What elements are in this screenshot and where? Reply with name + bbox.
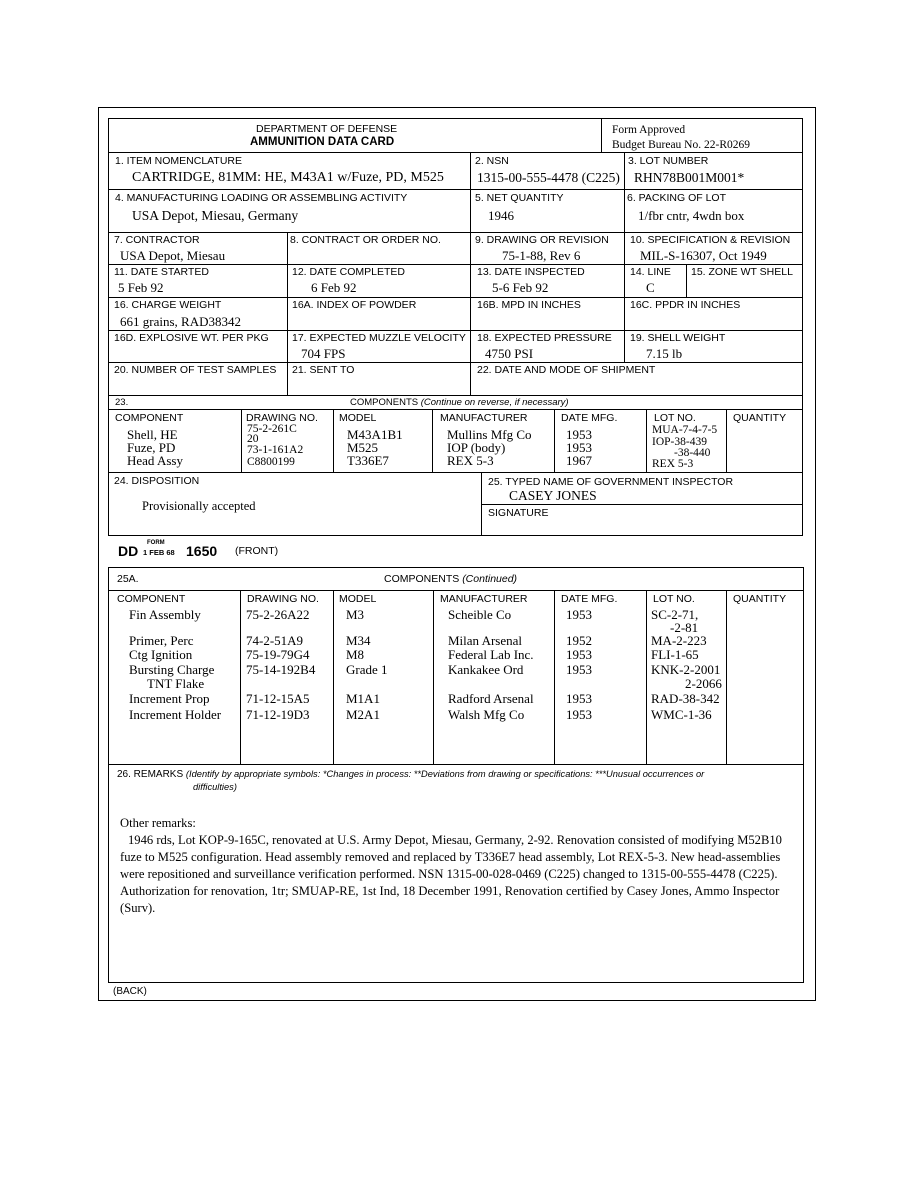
back-row-date: 1952	[566, 633, 592, 648]
label-line: 14. LINE	[630, 266, 671, 278]
back-row-lot: 2-2066	[685, 676, 722, 691]
form-id-date: 1 FEB 68	[143, 548, 175, 557]
date-started: 5 Feb 92	[118, 280, 164, 295]
components-header-quantity: QUANTITY	[733, 412, 787, 424]
back-row-component: Bursting Charge	[129, 662, 215, 677]
manufacturing-activity: USA Depot, Miesau, Germany	[132, 208, 299, 223]
label-contractor: 7. CONTRACTOR	[114, 234, 200, 246]
line: C	[646, 280, 655, 295]
components-header-date: DATE MFG.	[561, 412, 618, 424]
model-3: T336E7	[347, 453, 389, 468]
label-zone-wt-shell: 15. ZONE WT SHELL	[691, 266, 793, 278]
label-explosive-wt: 16D. EXPLOSIVE WT. PER PKG	[114, 332, 269, 344]
lot-1: MUA-7-4-7-5	[652, 424, 718, 436]
label-item-nomenclature: 1. ITEM NOMENCLATURE	[115, 155, 242, 167]
remarks-label-line	[117, 768, 704, 781]
remarks-heading: Other remarks:	[120, 816, 196, 830]
shell-weight: 7.15 lb	[646, 346, 683, 361]
manufacturer-3: REX 5-3	[447, 453, 494, 468]
date-mfg-3: 1967	[566, 453, 592, 468]
lot-number: RHN78B001M001*	[634, 170, 745, 185]
label-shipment: 22. DATE AND MODE OF SHIPMENT	[477, 364, 656, 376]
drawing-1b: 20	[247, 433, 259, 445]
manufacturer-1: Mullins Mfg Co	[447, 427, 532, 442]
department-name: DEPARTMENT OF DEFENSE	[256, 123, 398, 135]
form-approved: Form Approved	[612, 124, 686, 136]
back-row-component: Increment Prop	[129, 691, 210, 706]
back-row-manufacturer: Walsh Mfg Co	[448, 707, 525, 722]
back-label: (BACK)	[113, 986, 147, 997]
back-header-date: DATE MFG.	[561, 593, 618, 605]
components-title: COMPONENTS (Continue on reverse, if necessary)	[350, 397, 569, 408]
label-disposition: 24. DISPOSITION	[114, 475, 200, 487]
back-row-date: 1953	[566, 691, 592, 706]
back-row-lot: -2-81	[670, 620, 699, 635]
remarks-label: 26. REMARKS	[117, 769, 184, 780]
back-row-drawing: 75-19-79G4	[246, 647, 310, 662]
drawing-3: C8800199	[247, 456, 295, 468]
packing-of-lot: 1/fbr cntr, 4wdn box	[638, 208, 745, 223]
expected-pressure: 4750 PSI	[485, 346, 534, 361]
model-1: M43A1B1	[347, 427, 403, 442]
label-index-of-powder: 16A. INDEX OF POWDER	[292, 299, 417, 311]
specification-revision: MIL-S-16307, Oct 1949	[640, 248, 767, 263]
back-header-drawing: DRAWING NO.	[247, 593, 319, 605]
components-header-component: COMPONENT	[115, 412, 184, 424]
item-nomenclature: CARTRIDGE, 81MM: HE, M43A1 w/Fuze, PD, M525	[132, 170, 444, 185]
date-completed: 6 Feb 92	[311, 280, 357, 295]
component-1: Shell, HE	[127, 427, 178, 442]
label-date-started: 11. DATE STARTED	[114, 266, 209, 278]
model-2: M525	[347, 440, 379, 455]
back-row-drawing: 71-12-15A5	[246, 691, 310, 706]
label-drawing-revision: 9. DRAWING OR REVISION	[475, 234, 609, 246]
back-row-drawing: 75-2-26A22	[246, 607, 310, 622]
label-date-completed: 12. DATE COMPLETED	[292, 266, 405, 278]
back-row-lot: RAD-38-342	[651, 691, 720, 706]
label-nsn: 2. NSN	[475, 155, 509, 167]
drawing-revision: 75-1-88, Rev 6	[502, 248, 581, 263]
back-row-lot: KNK-2-2001	[651, 662, 721, 677]
back-header-quantity: QUANTITY	[733, 593, 787, 605]
back-row-drawing: 71-12-19D3	[246, 707, 310, 722]
date-mfg-2: 1953	[566, 440, 592, 455]
back-row-component: Primer, Perc	[129, 633, 194, 648]
components-header-drawing: DRAWING NO.	[246, 412, 318, 424]
back-header-lot: LOT NO.	[653, 593, 695, 605]
form-id	[118, 540, 318, 562]
back-row-date: 1953	[566, 607, 592, 622]
date-mfg-1: 1953	[566, 427, 592, 442]
budget-bureau: Budget Bureau No. 22-R0269	[612, 139, 750, 151]
back-row-model: M8	[346, 647, 365, 662]
back-row-component: Increment Holder	[129, 707, 222, 722]
nsn: 1315-00-555-4478 (C225)	[477, 170, 620, 185]
label-expected-pressure: 18. EXPECTED PRESSURE	[477, 332, 612, 344]
charge-weight: 661 grains, RAD38342	[120, 314, 241, 329]
label-shell-weight: 19. SHELL WEIGHT	[630, 332, 726, 344]
back-row-component: TNT Flake	[147, 676, 205, 691]
form-id-form: FORM	[147, 540, 165, 546]
back-row-drawing: 75-14-192B4	[246, 662, 316, 677]
back-row-manufacturer: Radford Arsenal	[448, 691, 534, 706]
remarks-note-cont: difficulties)	[193, 782, 237, 792]
back-row-lot: SC-2-71,	[651, 607, 699, 622]
back-row-lot: MA-2-223	[651, 633, 707, 648]
form-id-number: 1650	[186, 543, 218, 559]
back-row-manufacturer: Kankakee Ord	[448, 662, 524, 677]
label-ppdr-inches: 16C. PPDR IN INCHES	[630, 299, 741, 311]
contractor: USA Depot, Miesau	[120, 248, 226, 263]
back-components-title: COMPONENTS (Continued)	[384, 573, 518, 585]
disposition: Provisionally accepted	[142, 499, 256, 513]
label-test-samples: 20. NUMBER OF TEST SAMPLES	[114, 364, 277, 376]
component-3: Head Assy	[127, 453, 183, 468]
back-row-manufacturer: Milan Arsenal	[448, 633, 523, 648]
inspector-name: CASEY JONES	[509, 488, 597, 503]
back-header-manufacturer: MANUFACTURER	[440, 593, 528, 605]
back-row-component: Fin Assembly	[129, 607, 201, 622]
components-header-lot: LOT NO.	[654, 412, 696, 424]
back-row-model: M3	[346, 607, 365, 622]
back-row-model: Grade 1	[346, 662, 388, 677]
components-header-model: MODEL	[339, 412, 377, 424]
remarks-note: (Identify by appropriate symbols: *Changes in process: **Deviations from drawing or specifications: ***Unusual occurrences or	[185, 769, 705, 779]
label-inspector: 25. TYPED NAME OF GOVERNMENT INSPECTOR	[488, 476, 734, 488]
back-row-drawing: 74-2-51A9	[246, 633, 304, 648]
form-id-dd: DD	[118, 543, 139, 559]
back-row-model: M2A1	[346, 707, 380, 722]
label-specification-revision: 10. SPECIFICATION & REVISION	[630, 234, 791, 246]
label-net-quantity: 5. NET QUANTITY	[475, 192, 564, 204]
label-date-inspected: 13. DATE INSPECTED	[477, 266, 585, 278]
lot-3: REX 5-3	[652, 458, 694, 470]
manufacturer-2: IOP (body)	[447, 440, 506, 455]
lot-2b: -38-440	[674, 447, 711, 459]
date-inspected: 5-6 Feb 92	[492, 280, 549, 295]
components-number: 23.	[115, 397, 129, 408]
back-header-component: COMPONENT	[117, 593, 186, 605]
back-row-model: M34	[346, 633, 371, 648]
back-row-date: 1953	[566, 707, 592, 722]
label-sent-to: 21. SENT TO	[292, 364, 355, 376]
label-lot-number: 3. LOT NUMBER	[628, 155, 709, 167]
label-muzzle-velocity: 17. EXPECTED MUZZLE VELOCITY	[292, 332, 466, 344]
drawing-1: 75-2-261C	[247, 423, 297, 435]
form-title: AMMUNITION DATA CARD	[250, 136, 395, 148]
label-charge-weight: 16. CHARGE WEIGHT	[114, 299, 222, 311]
form-id-side: (FRONT)	[235, 545, 279, 557]
label-mpd-inches: 16B. MPD IN INCHES	[477, 299, 581, 311]
lot-2: IOP-38-439	[652, 436, 707, 448]
back-row-date: 1953	[566, 662, 592, 677]
back-row-lot: WMC-1-36	[651, 707, 712, 722]
drawing-2: 73-1-161A2	[247, 444, 304, 456]
component-2: Fuze, PD	[127, 440, 176, 455]
label-packing-of-lot: 6. PACKING OF LOT	[627, 192, 726, 204]
net-quantity: 1946	[488, 208, 514, 223]
back-row-model: M1A1	[346, 691, 380, 706]
label-manufacturing-activity: 4. MANUFACTURING LOADING OR ASSEMBLING ACTIVITY	[115, 192, 408, 204]
back-row-lot: FLI-1-65	[651, 647, 699, 662]
back-components-number: 25A.	[117, 573, 139, 585]
components-header-manufacturer: MANUFACTURER	[440, 412, 528, 424]
muzzle-velocity: 704 FPS	[301, 346, 346, 361]
back-row-manufacturer: Scheible Co	[448, 607, 512, 622]
remarks-body: 1946 rds, Lot KOP-9-165C, renovated at U.S. Army Depot, Miesau, Germany, 2-92. Renovation consisted of modifying M52B10 fuze to M525 configuration. Head assembly removed and replaced by T336E7 head assembly, Lot REX-5-3. New head-assemblies were repositioned and surveillance verification performed. NSN 1315-00-028-0469 (C225) changed to 1315-00-555-4478 (C225). Authorization for renovation, 1tr; SMUAP-RE, 1st Ind, 18 December 1991, Renovation certified by Casey Jones, Ammo Inspector (Surv).	[120, 833, 782, 915]
label-contract-order-no: 8. CONTRACT OR ORDER NO.	[290, 234, 441, 246]
back-row-date: 1953	[566, 647, 592, 662]
back-row-manufacturer: Federal Lab Inc.	[448, 647, 534, 662]
back-header-model: MODEL	[339, 593, 377, 605]
back-row-component: Ctg Ignition	[129, 647, 193, 662]
label-signature: SIGNATURE	[488, 507, 549, 519]
